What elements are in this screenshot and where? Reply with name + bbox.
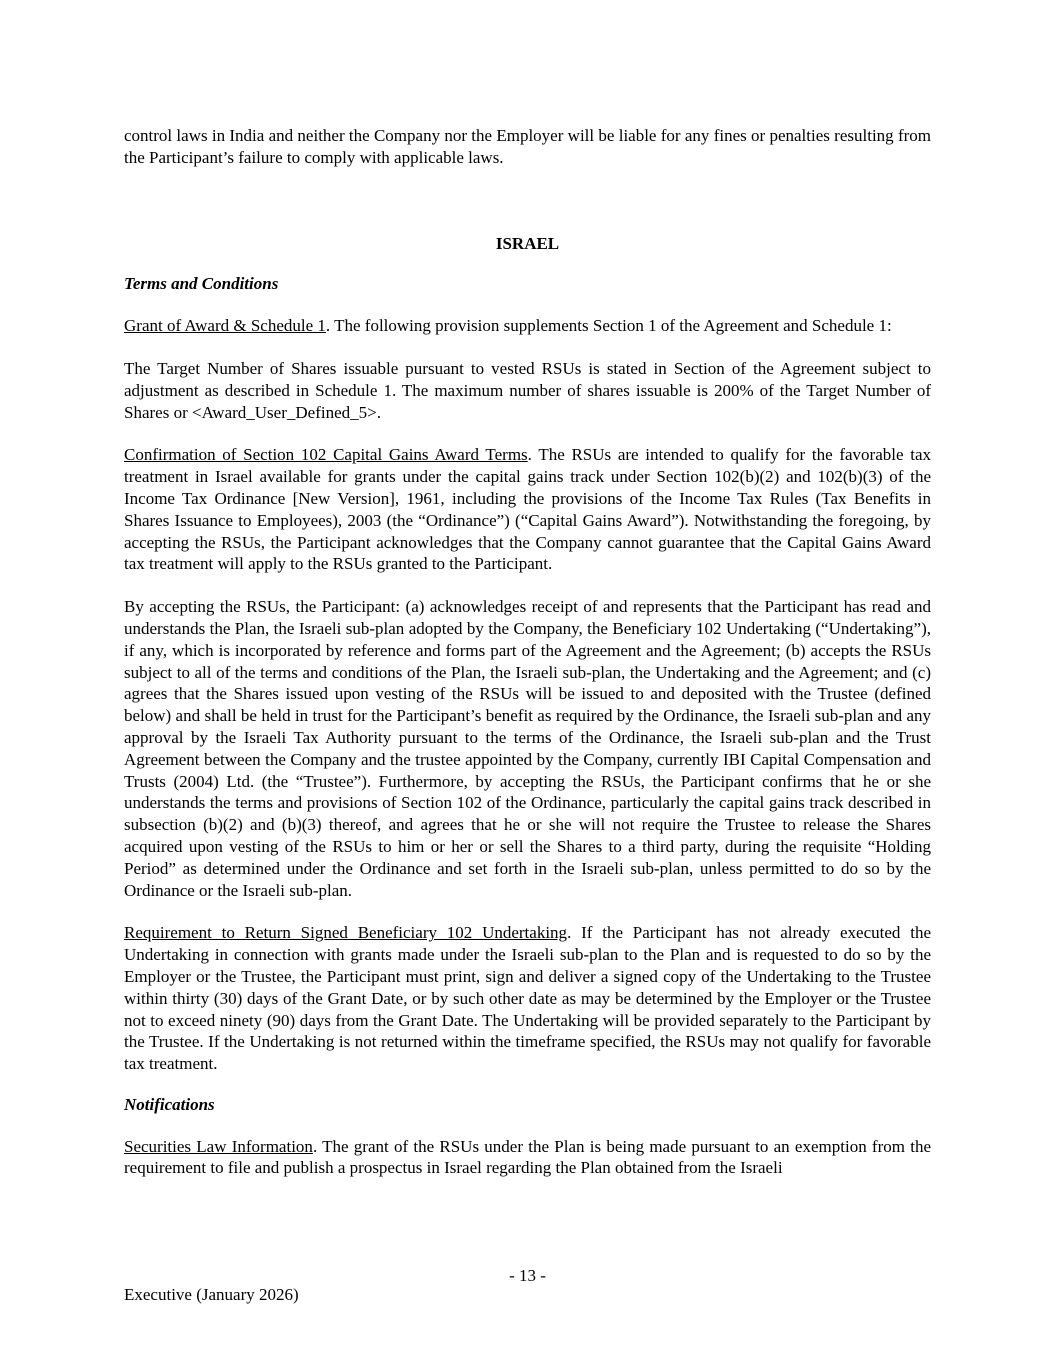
securities-paragraph: [124, 1136, 931, 1180]
requirement-paragraph: [124, 922, 931, 1075]
confirmation-text: . The RSUs are intended to qualify for the favorable tax treatment in Israel available for grants under the capital gains track under Section 102(b)(2) and 102(b)(3) of the Income Tax Ordinance [New Version], 1961, including the provisions of the Income Tax Rules (Tax Benefits in Shares Issuance to Employees), 2003 (the “Ordinance”) (“Capital Gains Award”). Notwithstanding the foregoing, by accepting the RSUs, the Participant acknowledges that the Company cannot guarantee that the Capital Gains Award tax treatment will apply to the RSUs granted to the Participant.: [124, 445, 932, 574]
grant-title: Grant of Award & Schedule 1: [124, 316, 326, 336]
securities-text: . The grant of the RSUs under the Plan is being made pursuant to an exemption from the requirement to file and publish a prospectus in Israel regarding the Plan obtained from the Israeli: [124, 1136, 931, 1178]
grant-paragraph: [124, 315, 931, 337]
terms-heading: Terms and Conditions: [124, 274, 279, 294]
grant-text: . The following provision supplements Section 1 of the Agreement and Schedule 1:: [325, 316, 892, 336]
document-page: [124, 125, 931, 1179]
confirmation-title: Confirmation of Section 102 Capital Gains Award Terms: [124, 445, 528, 465]
page-number: - 13 -: [509, 1266, 546, 1285]
securities-title: Securities Law Information: [124, 1136, 313, 1156]
requirement-title: Requirement to Return Signed Beneficiary 102 Undertaking: [124, 923, 568, 943]
target-paragraph: The Target Number of Shares issuable pursuant to vested RSUs is stated in Section of the Agreement subject to adjustment as described in Schedule 1. The maximum number of shares issuable is 200% of the Target Number of Shares or <Award_User_Defined_5>.: [124, 358, 931, 422]
confirmation-paragraph: [124, 444, 931, 575]
footer-note: Executive (January 2026): [124, 1285, 299, 1304]
accepting-paragraph: By accepting the RSUs, the Participant: (a) acknowledges receipt of and represents that the Participant has read and understands the Plan, the Israeli sub-plan adopted by the Company, the Beneficiary 102 Undertaking (“Undertaking”), if any, which is incorporated by reference and forms part of the Agreement and the Agreement; (b) accepts the RSUs subject to all of the terms and conditions of the Plan, the Israeli sub-plan, the Undertaking and the Agreement; and (c) agrees that the Shares issued upon vesting of the RSUs will be issued to and deposited with the Trustee (defined below) and shall be held in trust for the Participant’s benefit as required by the Ordinance, the Israeli sub-plan and any approval by the Israeli Tax Authority pursuant to the terms of the Ordinance, the Israeli sub-plan and the Trust Agreement between the Company and the trustee appointed by the Company, currently IBI Capital Compensation and Trusts (2004) Ltd. (the “Trustee”). Furthermore, by accepting the RSUs, the Participant confirms that he or she understands the terms and provisions of Section 102 of the Ordinance, particularly the capital gains track described in subsection (b)(2) and (b)(3) thereof, and agrees that he or she will not require the Trustee to release the Shares acquired upon vesting of the RSUs to him or her or sell the Shares to a third party, during the requisite “Holding Period” as determined under the Ordinance and set forth in the Israeli sub-plan, unless permitted to do so by the Ordinance or the Israeli sub-plan.: [124, 597, 931, 900]
country-heading: ISRAEL: [495, 233, 560, 253]
requirement-text: . If the Participant has not already executed the Undertaking in connection with grants made under the Israeli sub-plan to the Plan and is requested to do so by the Employer or the Trustee, the Participant must print, sign and deliver a signed copy of the Undertaking to the Trustee within thirty (30) days of the Grant Date, or by such other date as may be determined by the Employer or the Trustee not to exceed ninety (90) days from the Grant Date. The Undertaking will be provided separately to the Participant by the Trustee. If the Undertaking is not returned within the timeframe specified, the RSUs may not qualify for favorable tax treatment.: [124, 923, 931, 1074]
notifications-heading: Notifications: [124, 1094, 215, 1114]
intro-paragraph: control laws in India and neither the Company nor the Employer will be liable for any fines or penalties resulting from the Participant’s failure to comply with applicable laws.: [124, 126, 931, 167]
